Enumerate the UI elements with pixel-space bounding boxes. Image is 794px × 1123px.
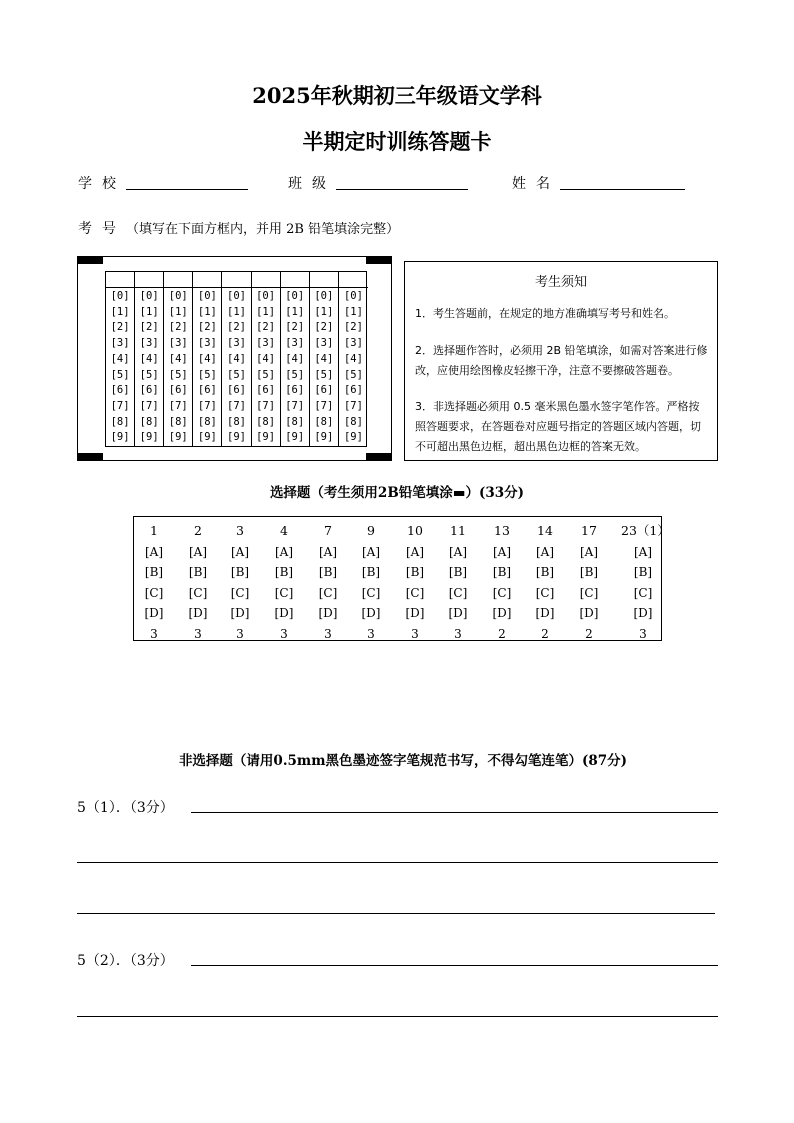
question-score: 3 bbox=[236, 626, 244, 641]
digit-bubble[interactable]: [3] bbox=[139, 337, 159, 350]
exam-number-write-cell[interactable] bbox=[222, 272, 250, 288]
digit-bubble[interactable]: [7] bbox=[227, 399, 246, 412]
digit-bubbles bbox=[106, 288, 134, 446]
digit-bubble[interactable]: [4] bbox=[168, 352, 188, 365]
digit-bubble[interactable]: [1] bbox=[314, 305, 334, 318]
digit-bubble[interactable]: [3] bbox=[314, 337, 334, 350]
digit-bubble[interactable]: [4] bbox=[197, 352, 217, 365]
choice-question-column bbox=[400, 521, 430, 645]
option-bubble[interactable]: [C] bbox=[188, 585, 208, 600]
digit-bubble[interactable]: [5] bbox=[110, 368, 130, 381]
question-score: 3 bbox=[280, 626, 288, 641]
digit-bubble[interactable]: [7] bbox=[285, 399, 305, 412]
option-bubble[interactable]: [D] bbox=[448, 606, 468, 621]
option-bubble[interactable]: [C] bbox=[535, 585, 555, 600]
digit-bubble[interactable]: [6] bbox=[139, 384, 159, 397]
option-bubble[interactable]: [D] bbox=[274, 606, 294, 621]
option-bubble[interactable]: [A] bbox=[448, 544, 468, 559]
digit-bubbles bbox=[339, 288, 368, 446]
option-bubble[interactable]: [A] bbox=[492, 544, 512, 559]
digit-bubble[interactable]: [0] bbox=[110, 290, 130, 302]
digit-bubble[interactable]: [2] bbox=[256, 321, 276, 334]
digit-bubbles bbox=[310, 288, 338, 446]
digit-bubble[interactable]: [5] bbox=[168, 368, 188, 381]
question-number: 3 bbox=[236, 523, 244, 538]
option-bubble[interactable]: [D] bbox=[405, 606, 425, 621]
exam-number-write-cell[interactable] bbox=[135, 272, 163, 288]
exam-number-label: 考号 bbox=[78, 221, 126, 237]
digit-bubble[interactable]: [7] bbox=[343, 399, 363, 412]
answer-line[interactable] bbox=[191, 965, 718, 966]
digit-bubble[interactable]: [5] bbox=[197, 368, 217, 381]
exam-number-write-cell[interactable] bbox=[281, 272, 309, 288]
digit-bubble[interactable]: [2] bbox=[168, 321, 188, 334]
option-bubble[interactable]: [D] bbox=[318, 606, 338, 621]
question-score: 3 bbox=[367, 626, 375, 641]
question-number: 10 bbox=[407, 523, 423, 538]
question-score: 2 bbox=[498, 626, 506, 641]
option-bubble[interactable]: [B] bbox=[230, 565, 250, 580]
exam-number-write-cell[interactable] bbox=[193, 272, 221, 288]
digit-bubble[interactable]: [9] bbox=[197, 431, 217, 444]
digit-bubble[interactable]: [1] bbox=[197, 305, 217, 318]
exam-number-column bbox=[281, 272, 310, 446]
digit-bubble[interactable]: [0] bbox=[168, 290, 188, 302]
digit-bubble[interactable]: [0] bbox=[256, 290, 276, 302]
option-bubble[interactable]: [A] bbox=[633, 544, 653, 559]
notice-item: 3．非选择题必须用 0.5 毫米黑色墨水签字笔作答。严格按照答题要求，在答题卷对应题号指定的答题区域内答题，切不可超出黑色边框，超出黑色边框的答案无效。 bbox=[415, 400, 701, 453]
exam-number-write-cell[interactable] bbox=[164, 272, 192, 288]
option-bubble[interactable]: [C] bbox=[492, 585, 512, 600]
digit-bubble[interactable]: [0] bbox=[139, 290, 159, 302]
option-bubble[interactable]: [C] bbox=[448, 585, 468, 600]
digit-bubble[interactable]: [0] bbox=[197, 290, 217, 302]
digit-bubble[interactable]: [6] bbox=[197, 384, 217, 397]
option-bubble[interactable]: [D] bbox=[579, 606, 599, 621]
exam-number-heading bbox=[78, 218, 399, 238]
name-field bbox=[512, 173, 685, 193]
page-subtitle: 半期定时训练答题卡 bbox=[302, 129, 492, 154]
class-label: 班级 bbox=[288, 176, 336, 192]
question-score: 3 bbox=[411, 626, 419, 641]
option-bubble[interactable]: [B] bbox=[448, 565, 468, 580]
digit-bubbles bbox=[135, 288, 163, 446]
option-bubble[interactable]: [D] bbox=[188, 606, 208, 621]
answer-line[interactable] bbox=[191, 812, 718, 813]
digit-bubble[interactable]: [6] bbox=[343, 384, 363, 397]
digit-bubble[interactable]: [7] bbox=[197, 399, 217, 412]
option-bubble[interactable]: [C] bbox=[361, 585, 381, 600]
digit-bubble[interactable]: [4] bbox=[285, 352, 305, 365]
digit-bubble[interactable]: [3] bbox=[110, 337, 130, 350]
digit-bubble[interactable]: [3] bbox=[168, 337, 188, 350]
choice-question-column bbox=[530, 521, 560, 645]
digit-bubble[interactable]: [2] bbox=[227, 321, 246, 334]
digit-bubble[interactable]: [6] bbox=[256, 384, 276, 397]
exam-number-column bbox=[310, 272, 339, 446]
digit-bubble[interactable]: [0] bbox=[343, 290, 363, 302]
digit-bubble[interactable]: [9] bbox=[168, 431, 188, 444]
digit-bubble[interactable]: [3] bbox=[285, 337, 305, 350]
digit-bubble[interactable]: [8] bbox=[285, 415, 305, 428]
digit-bubble[interactable]: [7] bbox=[139, 399, 159, 412]
digit-bubble[interactable]: [1] bbox=[110, 305, 130, 318]
answer-line[interactable] bbox=[77, 862, 718, 863]
digit-bubble[interactable]: [9] bbox=[227, 431, 246, 444]
question-score: 3 bbox=[194, 626, 202, 641]
question-number: 14 bbox=[537, 523, 553, 538]
option-bubble[interactable]: [D] bbox=[144, 606, 164, 621]
digit-bubbles bbox=[281, 288, 309, 446]
option-bubble[interactable]: [D] bbox=[633, 606, 653, 621]
option-bubble[interactable]: [C] bbox=[579, 585, 599, 600]
question-label-5-2: 5（2）．（3分） bbox=[77, 953, 174, 969]
digit-bubble[interactable]: [8] bbox=[168, 415, 188, 428]
digit-bubble[interactable]: [7] bbox=[168, 399, 188, 412]
class-field bbox=[288, 173, 468, 193]
option-bubble[interactable]: [A] bbox=[405, 544, 425, 559]
question-number: 13 bbox=[494, 523, 510, 538]
question-number: 11 bbox=[450, 523, 466, 538]
name-label: 姓名 bbox=[512, 176, 560, 192]
exam-number-box bbox=[77, 256, 392, 461]
option-bubble[interactable]: [C] bbox=[633, 585, 653, 600]
option-bubble[interactable]: [B] bbox=[361, 565, 381, 580]
digit-bubble[interactable]: [5] bbox=[256, 368, 276, 381]
exam-number-write-cell[interactable] bbox=[106, 272, 134, 288]
option-bubble[interactable]: [A] bbox=[535, 544, 555, 559]
digit-bubble[interactable]: [0] bbox=[285, 290, 305, 302]
option-bubble[interactable]: [B] bbox=[579, 565, 599, 580]
option-bubble[interactable]: [D] bbox=[361, 606, 381, 621]
school-input-line[interactable] bbox=[126, 175, 248, 190]
digit-bubble[interactable]: [6] bbox=[314, 384, 334, 397]
answer-line[interactable] bbox=[77, 913, 715, 914]
digit-bubble[interactable]: [2] bbox=[197, 321, 217, 334]
digit-bubble[interactable]: [2] bbox=[110, 321, 130, 334]
option-bubble[interactable]: [B] bbox=[274, 565, 294, 580]
digit-bubble[interactable]: [9] bbox=[139, 431, 159, 444]
digit-bubble[interactable]: [2] bbox=[139, 321, 159, 334]
digit-bubble[interactable]: [4] bbox=[343, 352, 363, 365]
digit-bubble[interactable]: [8] bbox=[197, 415, 217, 428]
school-field bbox=[78, 173, 248, 193]
digit-bubble[interactable]: [9] bbox=[314, 431, 334, 444]
digit-bubble[interactable]: [8] bbox=[314, 415, 334, 428]
question-score: 3 bbox=[150, 626, 158, 641]
digit-bubble[interactable]: [6] bbox=[168, 384, 188, 397]
question-number: 17 bbox=[581, 523, 597, 538]
question-score: 3 bbox=[454, 626, 462, 641]
choice-question-column bbox=[139, 521, 169, 645]
question-number: 2 bbox=[194, 523, 202, 538]
digit-bubble[interactable]: [7] bbox=[110, 399, 130, 412]
option-bubble[interactable]: [A] bbox=[144, 544, 164, 559]
choice-question-column bbox=[183, 521, 213, 645]
option-bubble[interactable]: [C] bbox=[405, 585, 425, 600]
digit-bubble[interactable]: [3] bbox=[256, 337, 276, 350]
exam-number-column bbox=[222, 272, 251, 446]
exam-number-grid bbox=[105, 271, 367, 447]
answer-line[interactable] bbox=[77, 1016, 718, 1017]
digit-bubbles bbox=[193, 288, 221, 446]
exam-number-column bbox=[252, 272, 281, 446]
question-number: 4 bbox=[280, 523, 288, 538]
option-bubble[interactable]: [B] bbox=[188, 565, 208, 580]
corner-mark bbox=[77, 453, 103, 461]
digit-bubble[interactable]: [2] bbox=[343, 321, 363, 334]
question-number: 23（1） bbox=[621, 523, 670, 538]
digit-bubble[interactable]: [2] bbox=[285, 321, 305, 334]
notice-title: 考生须知 bbox=[534, 275, 587, 290]
option-bubble[interactable]: [C] bbox=[274, 585, 294, 600]
digit-bubbles bbox=[252, 288, 280, 446]
digit-bubble[interactable]: [8] bbox=[256, 415, 276, 428]
digit-bubble[interactable]: [1] bbox=[343, 305, 363, 318]
choice-answer-box bbox=[133, 516, 670, 641]
choice-question-column bbox=[487, 521, 517, 645]
option-bubble[interactable]: [A] bbox=[230, 544, 250, 559]
question-score: 3 bbox=[324, 626, 332, 641]
option-bubble[interactable]: [B] bbox=[492, 565, 512, 580]
digit-bubble[interactable]: [3] bbox=[343, 337, 363, 350]
exam-number-write-cell[interactable] bbox=[339, 272, 368, 288]
digit-bubble[interactable]: [8] bbox=[139, 415, 159, 428]
exam-number-column bbox=[193, 272, 222, 446]
digit-bubble[interactable]: [5] bbox=[227, 368, 246, 381]
corner-mark bbox=[366, 256, 392, 264]
notice-item: 2．选择题作答时，必须用 2B 铅笔填涂，如需对答案进行修改，应使用绘图橡皮轻擦干净，注意不要擦破答题卷。 bbox=[415, 344, 708, 377]
option-bubble[interactable]: [C] bbox=[230, 585, 250, 600]
digit-bubble[interactable]: [5] bbox=[314, 368, 334, 381]
digit-bubble[interactable]: [9] bbox=[285, 431, 305, 444]
digit-bubble[interactable]: [1] bbox=[168, 305, 188, 318]
digit-bubble[interactable]: [5] bbox=[139, 368, 159, 381]
option-bubble[interactable]: [D] bbox=[535, 606, 555, 621]
digit-bubble[interactable]: [9] bbox=[110, 431, 130, 444]
digit-bubble[interactable]: [1] bbox=[139, 305, 159, 318]
exam-number-column bbox=[106, 272, 135, 446]
digit-bubble[interactable]: [3] bbox=[227, 337, 246, 350]
notice-item: 1．考生答题前，在规定的地方准确填写考号和姓名。 bbox=[415, 307, 675, 320]
option-bubble[interactable]: [A] bbox=[188, 544, 208, 559]
choice-question-column bbox=[356, 521, 386, 645]
digit-bubble[interactable]: [9] bbox=[256, 431, 276, 444]
option-bubble[interactable]: [C] bbox=[318, 585, 338, 600]
question-label-5-1: 5（1）．（3分） bbox=[77, 800, 174, 816]
digit-bubble[interactable]: [8] bbox=[227, 415, 246, 428]
digit-bubble[interactable]: [6] bbox=[285, 384, 305, 397]
digit-bubble[interactable]: [8] bbox=[343, 415, 363, 428]
option-bubble[interactable]: [B] bbox=[144, 565, 164, 580]
option-bubble[interactable]: [A] bbox=[318, 544, 338, 559]
digit-bubble[interactable]: [1] bbox=[227, 305, 246, 318]
exam-number-column bbox=[339, 272, 368, 446]
class-input-line[interactable] bbox=[336, 175, 468, 190]
option-bubble[interactable]: [B] bbox=[405, 565, 425, 580]
exam-number-column bbox=[164, 272, 193, 446]
option-bubble[interactable]: [D] bbox=[230, 606, 250, 621]
corner-mark bbox=[77, 256, 103, 264]
exam-number-column bbox=[135, 272, 164, 446]
exam-number-note: （填写在下面方框内，并用 2B 铅笔填涂完整） bbox=[126, 222, 400, 237]
question-score: 2 bbox=[541, 626, 549, 641]
option-bubble[interactable]: [B] bbox=[633, 565, 653, 580]
exam-number-write-cell[interactable] bbox=[310, 272, 338, 288]
digit-bubble[interactable]: [0] bbox=[227, 290, 246, 302]
choice-question-column bbox=[574, 521, 604, 645]
digit-bubble[interactable]: [8] bbox=[110, 415, 130, 428]
digit-bubble[interactable]: [4] bbox=[139, 352, 159, 365]
choice-question-column bbox=[225, 521, 255, 645]
option-bubble[interactable]: [C] bbox=[144, 585, 164, 600]
notice-box bbox=[404, 261, 718, 461]
option-bubble[interactable]: [A] bbox=[361, 544, 381, 559]
page-title: 2025年秋期初三年级语文学科 bbox=[252, 83, 542, 108]
choice-question-column bbox=[443, 521, 473, 645]
option-bubble[interactable]: [D] bbox=[492, 606, 512, 621]
digit-bubble[interactable]: [4] bbox=[110, 352, 130, 365]
question-number: 9 bbox=[367, 523, 375, 538]
digit-bubbles bbox=[164, 288, 192, 446]
corner-mark bbox=[366, 453, 392, 461]
digit-bubble[interactable]: [4] bbox=[256, 352, 276, 365]
digit-bubble[interactable]: [4] bbox=[227, 352, 246, 365]
option-bubble[interactable]: [B] bbox=[535, 565, 555, 580]
digit-bubble[interactable]: [4] bbox=[314, 352, 334, 365]
choice-section-title: 选择题（考生须用2B铅笔填涂▬）(33分) bbox=[269, 485, 525, 501]
non-choice-section-title: 非选择题（请用0.5mm黑色墨迹签字笔规范书写，不得勾笔连笔）(87分) bbox=[178, 753, 628, 769]
digit-bubble[interactable]: [6] bbox=[110, 384, 130, 397]
digit-bubble[interactable]: [7] bbox=[314, 399, 334, 412]
option-bubble[interactable]: [B] bbox=[318, 565, 338, 580]
question-score: 3 bbox=[639, 626, 647, 641]
choice-question-column bbox=[621, 521, 670, 645]
digit-bubble[interactable]: [1] bbox=[285, 305, 305, 318]
name-input-line[interactable] bbox=[560, 175, 685, 190]
digit-bubble[interactable]: [6] bbox=[227, 384, 246, 397]
choice-question-column bbox=[269, 521, 299, 645]
digit-bubble[interactable]: [5] bbox=[343, 368, 363, 381]
option-bubble[interactable]: [A] bbox=[274, 544, 294, 559]
question-number: 1 bbox=[150, 523, 158, 538]
digit-bubble[interactable]: [2] bbox=[314, 321, 334, 334]
question-number: 7 bbox=[324, 523, 332, 538]
digit-bubble[interactable]: [5] bbox=[285, 368, 305, 381]
choice-question-column bbox=[313, 521, 343, 645]
question-score: 2 bbox=[585, 626, 593, 641]
digit-bubble[interactable]: [1] bbox=[256, 305, 276, 318]
option-bubble[interactable]: [A] bbox=[579, 544, 599, 559]
digit-bubble[interactable]: [0] bbox=[314, 290, 334, 302]
exam-number-write-cell[interactable] bbox=[252, 272, 280, 288]
digit-bubbles bbox=[222, 288, 250, 446]
digit-bubble[interactable]: [7] bbox=[256, 399, 276, 412]
digit-bubble[interactable]: [3] bbox=[197, 337, 217, 350]
school-label: 学校 bbox=[78, 176, 126, 192]
digit-bubble[interactable]: [9] bbox=[343, 431, 363, 444]
